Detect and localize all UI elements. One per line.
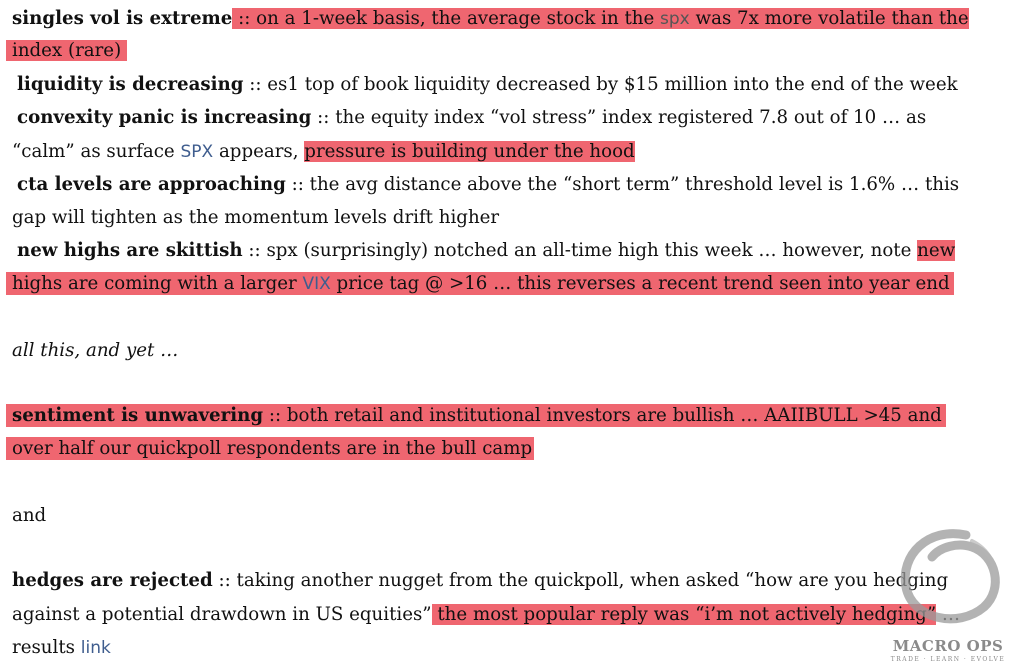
paragraph-hedges-results: results link [12,637,111,658]
paragraph-singles-vol-cont [6,36,127,66]
highlight-new-highs: highs are coming with a larger VIX price tag @ >16 … this reverses a recent trend seen into year end [6,272,954,295]
paragraph-convexity-cont: “calm” as surface SPX appears, pressure is building under the hood [12,141,635,162]
heading-liquidity: liquidity is decreasing [17,74,244,95]
highlight-sentiment: sentiment is unwavering :: both retail and institutional investors are bullish … AAIIBULL >45 and [6,404,946,427]
heading-convexity: convexity panic is increasing [17,107,312,128]
highlight-singles-vol: :: on a 1-week basis, the average stock in the spx was 7x more volatile than the [232,8,969,29]
paragraph-and: and [12,505,47,526]
enso-circle-icon [888,525,1008,637]
spx-ticker: spx [660,9,690,29]
logo-title: MACRO OPS [892,637,1004,655]
paragraph-singles-vol [12,4,969,34]
vix-ticker: VIX [302,274,331,294]
paragraph-cta: cta levels are approaching :: the avg distance above the “short term” threshold level is 1.6% … this [17,174,960,195]
logo-tagline: TRADE · LEARN · EVOLVE [890,656,1006,663]
paragraph-cta-cont: gap will tighten as the momentum levels drift higher [12,207,500,228]
highlight-not-hedging: the most popular reply was “i’m not actively hedging” [431,604,937,625]
spx-ticker-upper: SPX [180,142,214,162]
paragraph-sentiment-cont [6,434,534,464]
paragraph-sentiment [6,401,946,431]
paragraph-liquidity: liquidity is decreasing :: es1 top of book liquidity decreased by $15 million into the end of the week [17,74,958,95]
heading-singles-vol: singles vol is extreme [12,8,233,29]
highlight-index-rare: index (rare) [6,40,127,61]
highlight-new: new [917,240,956,261]
paragraph-new-highs-cont [6,269,954,299]
paragraph-hedges-cont: against a potential drawdown in US equities” the most popular reply was “i’m not actively hedging” … [12,604,961,625]
paragraph-convexity: convexity panic is increasing :: the equity index “vol stress” index registered 7.8 out of 10 … as [17,107,927,128]
paragraph-all-this: all this, and yet … [12,340,179,361]
heading-hedges: hedges are rejected [12,570,213,591]
paragraph-new-highs: new highs are skittish :: spx (surprisingly) notched an all-time high this week … however, note new [17,240,956,261]
paragraph-hedges: hedges are rejected :: taking another nugget from the quickpoll, when asked “how are you hedging [12,570,949,591]
heading-sentiment: sentiment is unwavering [12,405,264,426]
highlight-bull-camp: over half our quickpoll respondents are in the bull camp [6,437,534,460]
results-link[interactable]: link [80,638,111,658]
macro-ops-logo [888,525,1008,665]
heading-new-highs: new highs are skittish [17,240,243,261]
highlight-pressure: pressure is building under the hood [304,141,635,162]
heading-cta: cta levels are approaching [17,174,286,195]
